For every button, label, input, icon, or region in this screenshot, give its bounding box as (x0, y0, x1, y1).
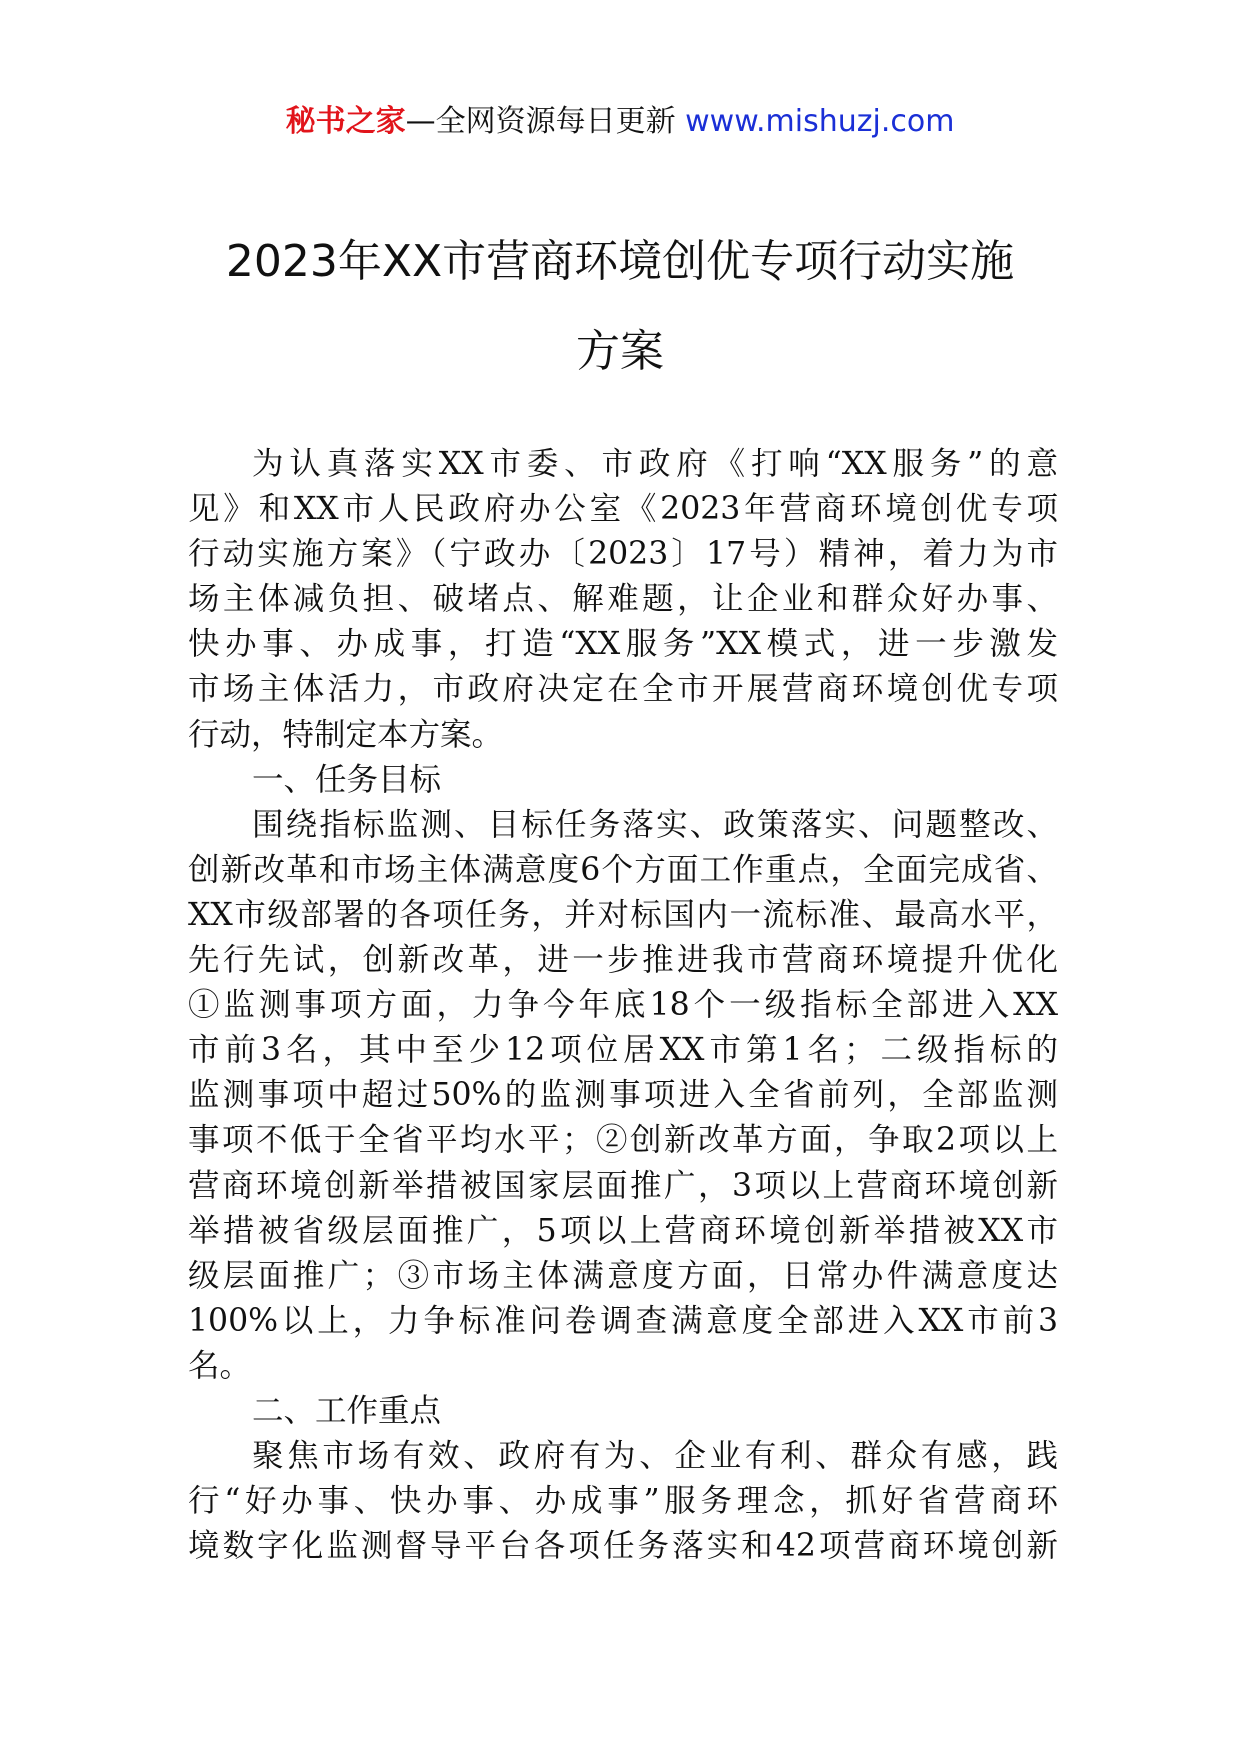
section1-line: 名。 (188, 1347, 252, 1384)
section1-line: 营商环境创新举措被国家层面推广，3项以上营商环境创新 (188, 1167, 1058, 1204)
intro-line: 行动实施方案》（宁政办〔2023〕17号）精神，着力为市 (188, 536, 1058, 573)
section1-line: 级层面推广；③市场主体满意度方面，日常办件满意度达 (188, 1257, 1058, 1294)
section2-line: 聚焦市场有效、政府有为、企业有利、群众有感，践 (252, 1438, 1058, 1475)
site-banner (0, 102, 1240, 142)
section1-line: 举措被省级层面推广，5项以上营商环境创新举措被XX市 (188, 1212, 1058, 1249)
section1-line: 围绕指标监测、目标任务落实、政策落实、问题整改、 (252, 806, 1058, 843)
banner-tagline: 全网资源每日更新 (435, 104, 676, 139)
section1-line: 事项不低于全省平均水平；②创新改革方面，争取2项以上 (188, 1122, 1058, 1159)
section1-line: 市前3名，其中至少12项位居XX市第1名；二级指标的 (188, 1032, 1058, 1069)
section-heading-task-goals: 一、任务目标 (252, 761, 442, 798)
banner-dash: — (405, 104, 436, 139)
section-heading-work-focus: 二、工作重点 (252, 1392, 442, 1429)
section1-line: 创新改革和市场主体满意度6个方面工作重点，全面完成省、 (188, 851, 1058, 888)
section1-line: 监测事项中超过50%的监测事项进入全省前列，全部监测 (188, 1077, 1058, 1114)
section1-line: 100%以上，力争标准问卷调查满意度全部进入XX市前3 (188, 1302, 1058, 1339)
intro-line: 市场主体活力，市政府决定在全市开展营商环境创优专项 (188, 671, 1058, 708)
intro-line: 行动，特制定本方案。 (188, 716, 504, 753)
section2-line: 境数字化监测督导平台各项任务落实和42项营商环境创新 (188, 1528, 1058, 1565)
document-title-line-1: 2023年XX市营商环境创优专项行动实施 (225, 236, 1015, 287)
document-body (188, 442, 1058, 1569)
banner-url-link[interactable]: www.mishuzj.com (685, 104, 955, 139)
section1-line: 先行先试，创新改革，进一步推进我市营商环境提升优化 (188, 942, 1058, 979)
document-title-line-2: 方案 (576, 326, 664, 377)
intro-line: 见》和XX市人民政府办公室《2023年营商环境创优专项 (188, 491, 1058, 528)
intro-line: 为认真落实XX市委、市政府《打响“XX服务”的意 (252, 446, 1058, 482)
intro-line: 场主体减负担、破堵点、解难题，让企业和群众好办事、 (188, 581, 1058, 618)
section1-line: XX市级部署的各项任务，并对标国内一流标准、最高水平， (188, 896, 1058, 933)
section1-line: ①监测事项方面，力争今年底18个一级指标全部进入XX (188, 987, 1058, 1024)
banner-brand: 秘书之家 (285, 104, 406, 139)
intro-line: 快办事、办成事，打造“XX服务”XX模式，进一步激发 (188, 626, 1058, 663)
section2-line: 行“好办事、快办事、办成事”服务理念，抓好省营商环 (188, 1483, 1058, 1520)
